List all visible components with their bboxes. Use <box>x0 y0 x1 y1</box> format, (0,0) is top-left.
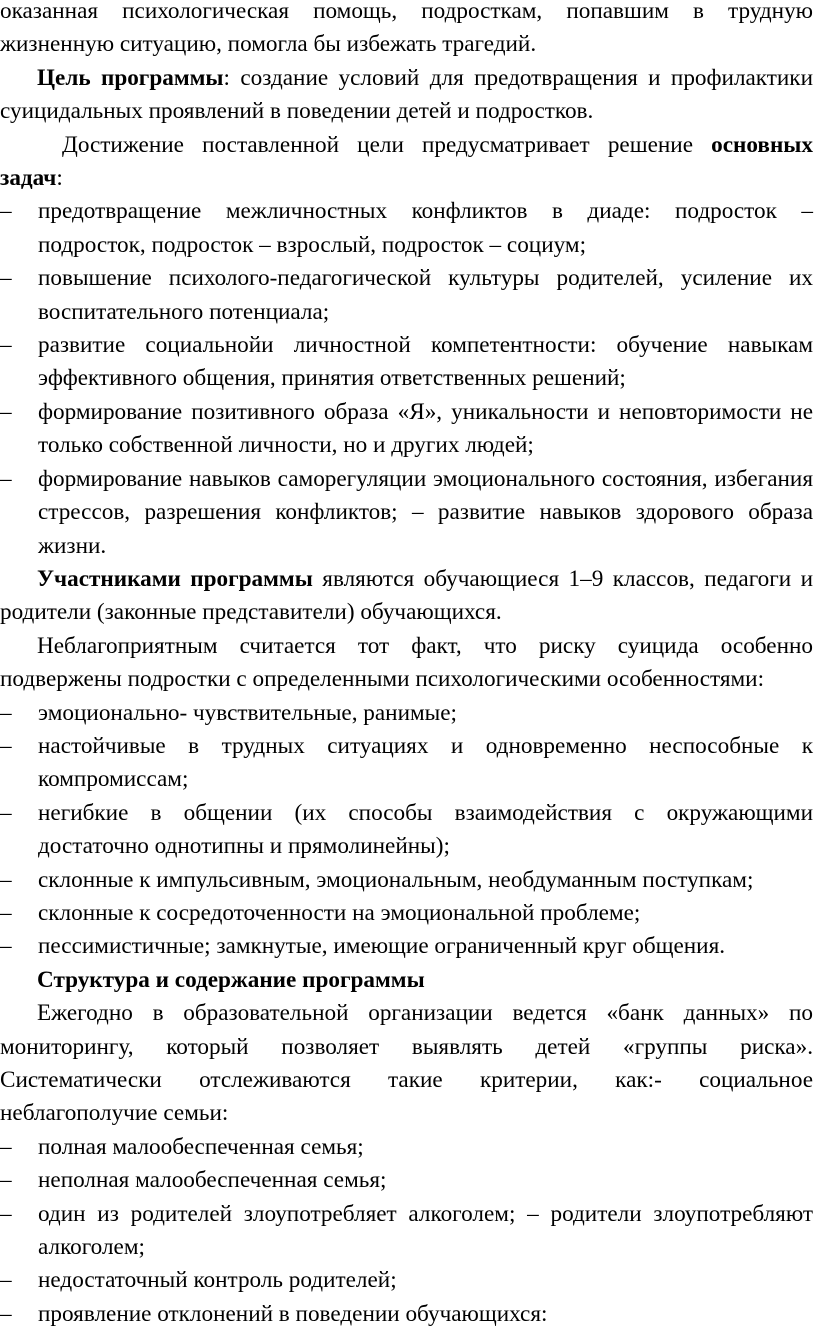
dash-marker: – <box>0 899 12 926</box>
list-item <box>0 463 813 563</box>
list-item <box>0 897 813 930</box>
list-item-text: проявление отклонений в поведении обучающихся: <box>38 1300 548 1327</box>
structure-heading: Структура и содержание программы <box>37 966 425 993</box>
list-item-text: неполная малообеспеченная семья; <box>38 1167 387 1194</box>
list-item <box>0 1298 813 1331</box>
dash-marker: – <box>0 933 12 960</box>
list-item-text: развитие социальнойи личностной компетентности: обучение навыкам эффективного общения, принятия ответственных решений; <box>38 332 813 392</box>
dash-marker: – <box>0 1133 12 1160</box>
family-criteria-list <box>0 1131 813 1331</box>
dash-marker: – <box>0 1267 12 1294</box>
dash-marker: – <box>0 398 12 425</box>
dash-marker: – <box>0 799 12 826</box>
participants-paragraph <box>0 563 813 630</box>
dash-marker: – <box>0 265 12 292</box>
list-item-text: формирование навыков саморегуляции эмоционального состояния, избегания стрессов, разрешения конфликтов; – развитие навыков здорового образа жизни. <box>38 465 813 559</box>
list-item-text: один из родителей злоупотребляет алкоголем; – родители злоупотребляют алкоголем; <box>38 1200 813 1261</box>
list-item-text: формирование позитивного образа «Я», уникальности и неповторимости не только собственной личности, но и других людей; <box>38 398 813 459</box>
dash-marker: – <box>0 1300 12 1327</box>
list-item <box>0 797 813 864</box>
tasks-intro-paragraph <box>0 129 813 196</box>
list-item-text: недостаточный контроль родителей; <box>38 1267 397 1294</box>
participants-label: Участниками программы <box>37 565 313 592</box>
dash-marker: – <box>0 332 12 359</box>
tasks-intro-text: Достижение поставленной цели предусматривает решение <box>62 131 712 158</box>
list-item <box>0 329 813 396</box>
dash-marker: – <box>0 1167 12 1194</box>
list-item <box>0 195 813 262</box>
list-item-text: полная малообеспеченная семья; <box>38 1133 364 1160</box>
tasks-intro-bold: основных задач <box>0 131 813 192</box>
list-item-text: пессимистичные; замкнутые, имеющие ограниченный круг общения. <box>38 933 726 960</box>
list-item-text: эмоционально- чувствительные, ранимые; <box>38 699 457 726</box>
monitoring-paragraph: Ежегодно в образовательной организации ведется «банк данных» по мониторингу, который позволяет выявлять детей «группы риска». Систематически отслеживаются такие критерии, как:- социальное неблагополучие семьи: <box>0 1000 813 1127</box>
list-item-text: негибкие в общении (их способы взаимодействия с окружающими достаточно однотипны и прямолинейны); <box>38 799 813 860</box>
list-item-text: настойчивые в трудных ситуациях и одновременно неспособные к компромиссам; <box>38 732 813 793</box>
list-item <box>0 396 813 463</box>
tasks-intro-colon: : <box>56 165 63 192</box>
list-item-text: склонные к импульсивным, эмоциональным, необдуманным поступкам; <box>38 866 754 893</box>
goal-paragraph <box>0 62 813 129</box>
list-item-text: предотвращение межличностных конфликтов в диаде: подросток – подросток, подросток – взрослый, подросток – социум; <box>38 198 813 258</box>
dash-marker: – <box>0 1200 12 1227</box>
list-item <box>0 1164 813 1197</box>
list-item-text: склонные к сосредоточенности на эмоциональной проблеме; <box>38 899 641 926</box>
intro-paragraph: оказанная психологическая помощь, подросткам, попавшим в трудную жизненную ситуацию, помогла бы избежать трагедий. <box>0 0 813 58</box>
risk-intro-paragraph: Неблагоприятным считается тот факт, что риску суицида особенно подвержены подростки с определенными психологическими особенностями: <box>0 632 813 693</box>
list-item <box>0 1131 813 1164</box>
list-item <box>0 730 813 797</box>
list-item <box>0 262 813 329</box>
list-item <box>0 1198 813 1265</box>
dash-marker: – <box>0 699 12 726</box>
goal-label: Цель программы <box>37 64 224 91</box>
list-item <box>0 697 813 730</box>
list-item-text: повышение психолого-педагогической культуры родителей, усиление их воспитательного потенциала; <box>38 265 813 325</box>
list-item <box>0 1264 813 1297</box>
tasks-list <box>0 195 813 562</box>
list-item <box>0 864 813 897</box>
participants-text: являются обучающиеся 1–9 классов, педагоги и родители (законные представители) обучающихся. <box>0 565 813 626</box>
goal-text: : создание условий для предотвращения и профилактики суицидальных проявлений в поведении детей и подростков. <box>0 64 813 125</box>
risk-traits-list <box>0 697 813 964</box>
dash-marker: – <box>0 465 12 492</box>
dash-marker: – <box>0 866 12 893</box>
dash-marker: – <box>0 198 12 225</box>
list-item <box>0 930 813 963</box>
dash-marker: – <box>0 732 12 759</box>
